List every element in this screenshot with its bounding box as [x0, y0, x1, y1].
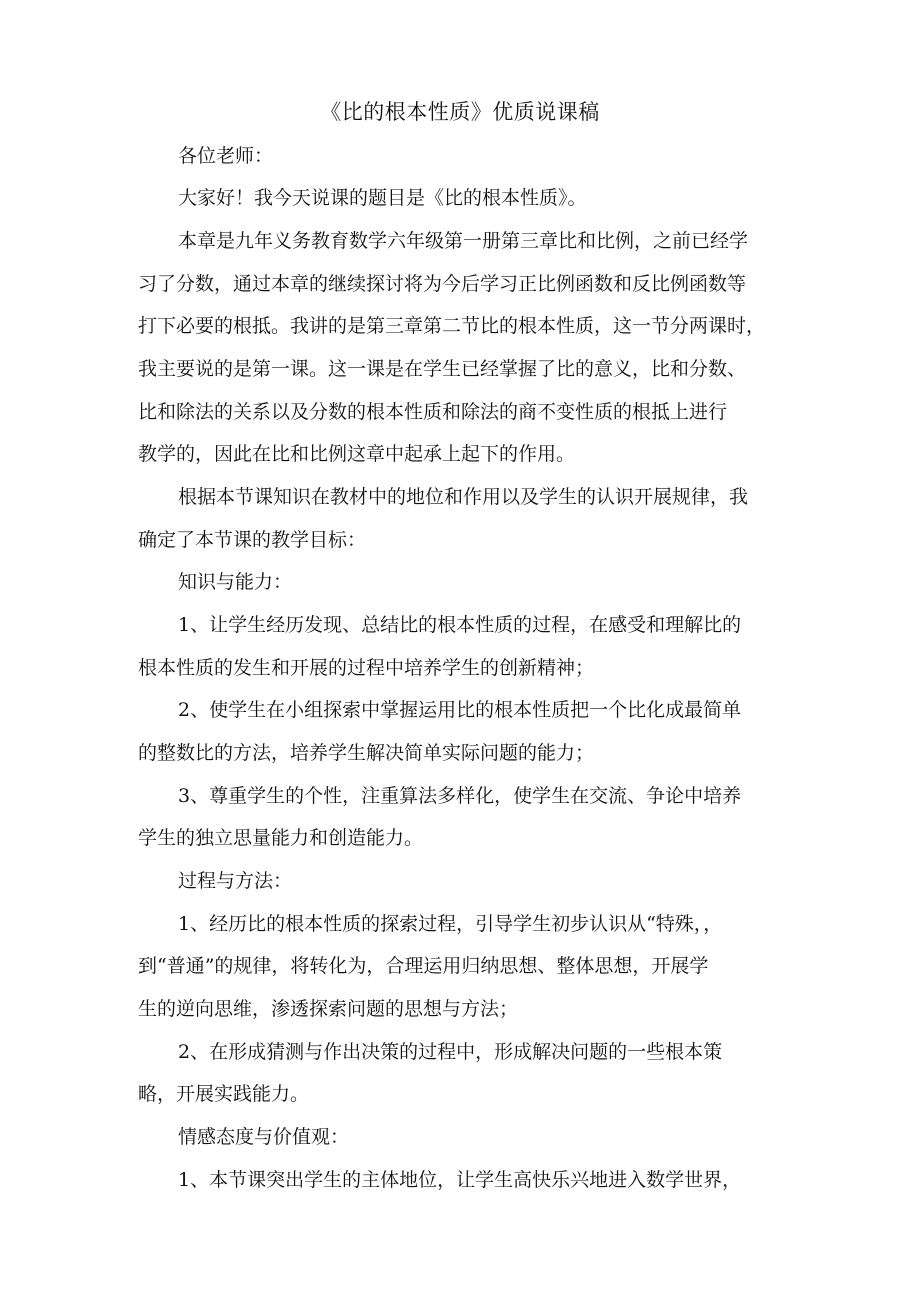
paragraph-line: 的整数比的方法，培养学生解决简单实际问题的能力；: [138, 742, 595, 764]
paragraph-line: 1、经历比的根本性质的探索过程，引导学生初步认识从“特殊，，: [178, 913, 723, 935]
paragraph-line: 到“普通”的规律，将转化为，合理运用归纳思想、整体思想，开展学: [138, 955, 709, 977]
paragraph-line: 根本性质的发生和开展的过程中培养学生的创新精神；: [138, 657, 595, 679]
paragraph-line: 我主要说的是第一课。这一课是在学生已经掌握了比的意义，比和分数、: [138, 358, 747, 380]
salutation: 各位老师：: [178, 145, 274, 167]
section-heading: 过程与方法：: [178, 870, 293, 892]
paragraph-line: 确定了本节课的教学目标：: [138, 529, 367, 551]
paragraph-line: 生的逆向思维，渗透探索问题的思想与方法；: [138, 998, 519, 1020]
paragraph-line: 2、使学生在小组探索中掌握运用比的根本性质把一个比化成最简单: [178, 699, 742, 721]
paragraph-line: 比和除法的关系以及分数的根本性质和除法的商不变性质的根抵上进行: [138, 401, 728, 423]
paragraph-line: 略，开展实践能力。: [138, 1083, 310, 1105]
paragraph-line: 学生的独立思量能力和创造能力。: [138, 827, 424, 849]
section-heading: 情感态度与价值观：: [178, 1126, 350, 1148]
paragraph-line: 2、在形成猜测与作出决策的过程中，形成解决问题的一些根本策: [178, 1041, 723, 1063]
paragraph-line: 根据本节课知识在教材中的地位和作用以及学生的认识开展规律，我: [178, 486, 749, 508]
paragraph-line: 教学的，因此在比和比例这章中起承上起下的作用。: [138, 443, 576, 465]
section-heading: 知识与能力：: [178, 571, 293, 593]
paragraph-line: 1、让学生经历发现、总结比的根本性质的过程，在感受和理解比的: [178, 614, 742, 636]
paragraph-line: 1、本节课突出学生的主体地位，让学生高快乐兴地进入数学世界，: [178, 1169, 742, 1191]
greeting-line: 大家好！我今天说课的题目是《比的根本性质》。: [178, 187, 587, 209]
paragraph-line: 打下必要的根抵。我讲的是第三章第二节比的根本性质，这一节分两课时，: [138, 315, 766, 337]
document-title: 《比的根本性质》优质说课稿: [320, 100, 600, 124]
paragraph-line: 3、尊重学生的个性，注重算法多样化，使学生在交流、争论中培养: [178, 785, 742, 807]
paragraph-line: 本章是九年义务教育数学六年级第一册第三章比和比例，之前已经学: [178, 230, 749, 252]
paragraph-line: 习了分数，通过本章的继续探讨将为今后学习正比例函数和反比例函数等: [138, 273, 747, 295]
